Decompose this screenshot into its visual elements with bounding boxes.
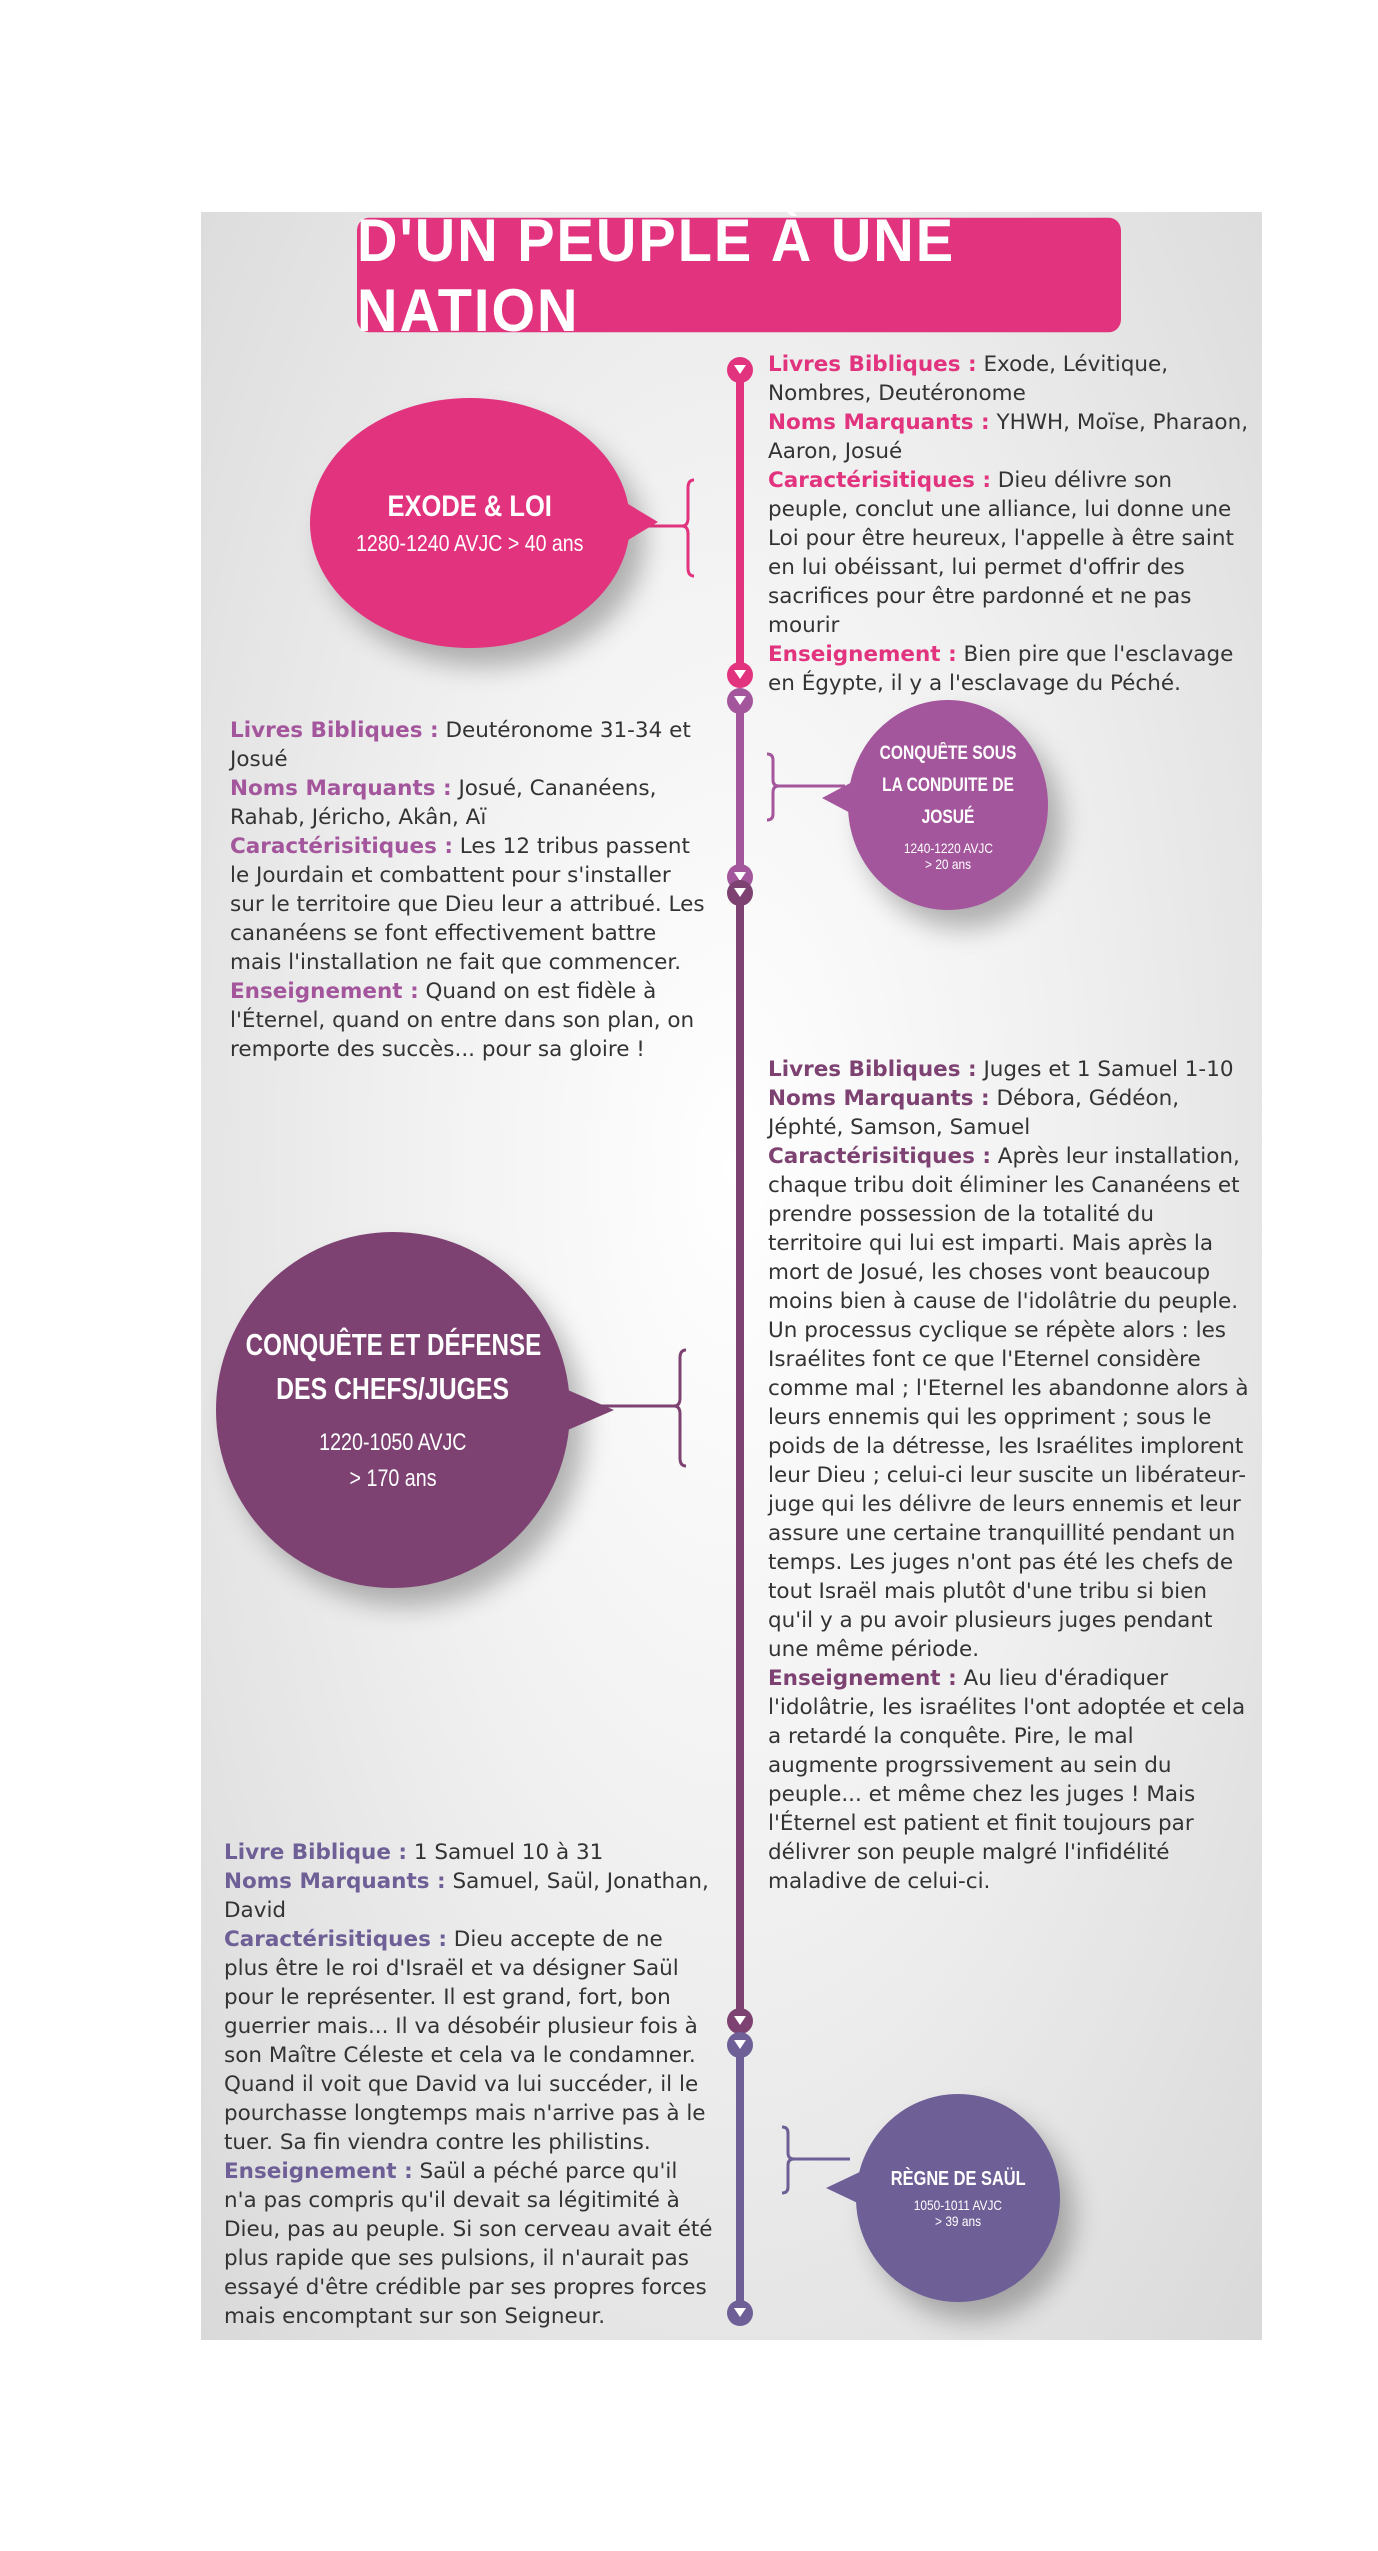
timeline-node-icon bbox=[727, 2032, 753, 2058]
period-name: CONQUÊTE ET DÉFENSE bbox=[245, 1327, 541, 1362]
entry-books: Livres Bibliques : Exode, Lévitique, Nombres, Deutéronome bbox=[768, 352, 1169, 406]
timeline-node-icon bbox=[727, 662, 753, 688]
entry-books: Livre Biblique : 1 Samuel 10 à 31 bbox=[224, 1840, 604, 1865]
period-description-exode bbox=[768, 350, 1253, 698]
period-description-saul bbox=[224, 1838, 714, 2331]
timeline-node-icon bbox=[727, 880, 753, 906]
entry-teaching: Enseignement : Bien pire que l'esclavage en Égypte, il y a l'esclavage du Péché. bbox=[768, 642, 1234, 696]
entry-names: Noms Marquants : Samuel, Saül, Jonathan, David bbox=[224, 1869, 709, 1923]
entry-names: Noms Marquants : YHWH, Moïse, Pharaon, Aaron, Josué bbox=[768, 410, 1249, 464]
timeline-node-icon bbox=[727, 357, 753, 383]
timeline-segment-josue bbox=[736, 700, 744, 870]
period-bubble-saul bbox=[856, 2094, 1060, 2302]
period-bubble-josue bbox=[848, 700, 1048, 910]
timeline-segment-exode bbox=[736, 368, 744, 674]
entry-characteristics: Caractérisitiques : Après leur installation, chaque tribu doit éliminer les Cananéens et prendre possession de la totalité du territoire qui lui est imparti. Mais après la mort de Josué, les choses vont beaucoup moins bien à cause de l'idolâtrie du peuple. Un processus cyclique se répète alors : les Israélites font ce que l'Eternel considère comme mal ; l'Eternel les abandonne alors à leurs ennemis qui les oppriment ; sous le poids de la détresse, les Israélites implorent leur Dieu ; celui-ci leur suscite un libérateur-juge qui les délivre de leurs ennemis et leur assure une certaine tranquillité pendant un temps. Les juges n'ont pas été les chefs de tout Israël mais plutôt d'une tribu si bien qu'il y a pu avoir plusieurs juges pendant une même période. bbox=[768, 1144, 1249, 1662]
entry-names: Noms Marquants : Débora, Gédéon, Jéphté, Samson, Samuel bbox=[768, 1086, 1180, 1140]
entry-characteristics: Caractérisitiques : Dieu accepte de ne plus être le roi d'Israël et va désigner Saül pour le représenter. Il est grand, fort, bon guerrier mais... Il va désobéir plusieur fois à son Maître Céleste et cela va le condamner. Quand il voit que David va lui succéder, il le pourchasse longtemps mais n'arrive pas à le tuer. Sa fin viendra contre les philistins. bbox=[224, 1927, 706, 2155]
timeline-node-icon bbox=[727, 2300, 753, 2326]
period-description-juges bbox=[768, 1055, 1250, 1896]
timeline-node-icon bbox=[727, 688, 753, 714]
entry-characteristics: Caractérisitiques : Les 12 tribus passent le Jourdain et combattent pour s'installer sur le territoire que Dieu leur a attribué. Les cananéens se font effectivement battre mais l'installation ne fait que commencer. bbox=[230, 834, 705, 975]
entry-characteristics: Caractérisitiques : Dieu délivre son peuple, conclut une alliance, lui donne une Loi pour être heureux, l'appelle à être saint en lui obéissant, lui permet d'offrir des sacrifices pour être pardonné et ne pas mourir bbox=[768, 468, 1234, 638]
entry-teaching: Enseignement : Au lieu d'éradiquer l'idolâtrie, les israélites l'ont adoptée et cela a retardé la conquête. Pire, le mal augmente progrssivement au sein du peuple... et même chez les juges ! Mais l'Éternel est patient et finit toujours par délivrer son peuple malgré l'infidélité maladive de celui-ci. bbox=[768, 1666, 1246, 1894]
period-name: CONQUÊTE SOUS LA CONDUITE DE JOSUÉ bbox=[879, 743, 1017, 828]
period-description-josue bbox=[230, 716, 710, 1064]
period-duration: > 39 ans bbox=[934, 2212, 981, 2229]
period-bubble-exode bbox=[310, 398, 630, 648]
period-name: DES CHEFS/JUGES bbox=[276, 1371, 510, 1406]
page-title: D'UN PEUPLE À UNE NATION bbox=[357, 218, 1121, 332]
entry-books: Livres Bibliques : Deutéronome 31-34 et Josué bbox=[230, 718, 691, 772]
period-name: EXODE & LOI bbox=[387, 489, 553, 523]
period-dates: 1050-1011 AVJC bbox=[913, 2196, 1003, 2213]
timeline-node-icon bbox=[727, 2008, 753, 2034]
period-name: RÈGNE DE SAÜL bbox=[890, 2167, 1026, 2190]
period-dates: 1240-1220 AVJC bbox=[903, 840, 993, 856]
entry-teaching: Enseignement : Quand on est fidèle à l'Éternel, quand on entre dans son plan, on remporte des succès... pour sa gloire ! bbox=[230, 979, 695, 1062]
entry-names: Noms Marquants : Josué, Cananéens, Rahab, Jéricho, Akân, Aï bbox=[230, 776, 657, 830]
period-duration: > 20 ans bbox=[924, 856, 971, 872]
period-dates: 1220-1050 AVJC bbox=[319, 1429, 467, 1456]
period-bubble-juges bbox=[216, 1232, 570, 1588]
period-dates: 1280-1240 AVJC > 40 ans bbox=[356, 529, 584, 556]
entry-teaching: Enseignement : Saül a péché parce qu'il n'a pas compris qu'il devait sa légitimité à Dieu, pas au peuple. Si son cerveau avait été plus rapide que ses pulsions, il n'aurait pas essayé d'être crédible par ses propres forces mais encomptant sur son Seigneur. bbox=[224, 2159, 713, 2329]
timeline-segment-saul bbox=[736, 2040, 744, 2310]
timeline-segment-juges bbox=[736, 890, 744, 2020]
entry-books: Livres Bibliques : Juges et 1 Samuel 1-10 bbox=[768, 1057, 1234, 1082]
period-duration: > 170 ans bbox=[349, 1465, 437, 1492]
